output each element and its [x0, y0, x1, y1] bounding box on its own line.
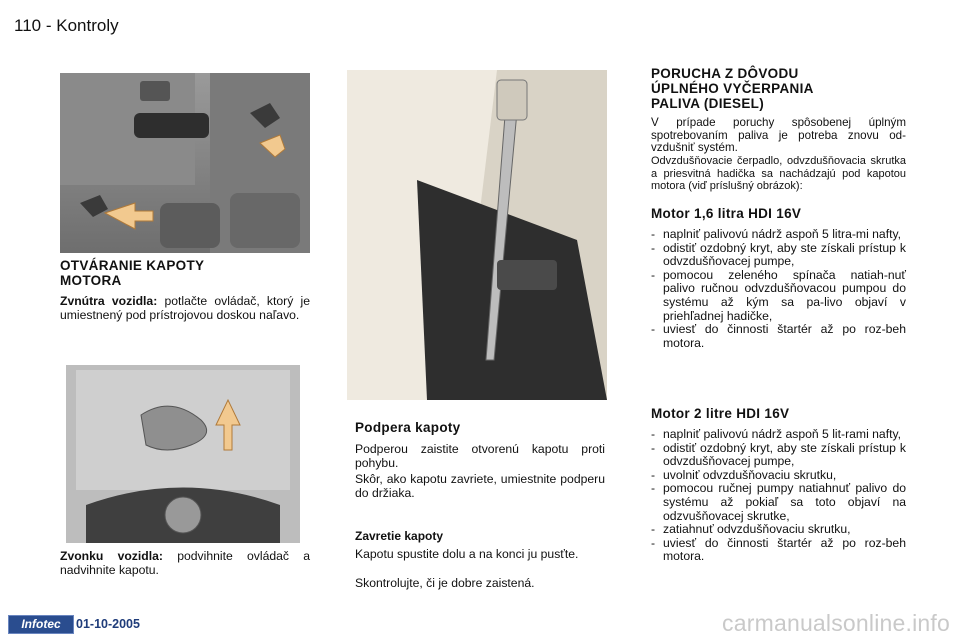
outside-text: podvihnite ovládač a nadvihnite kapotu. [60, 549, 311, 577]
page-number: 110 [14, 16, 42, 35]
bonnet-opening-heading [60, 258, 310, 288]
footer-date: 01-10-2005 [76, 617, 140, 631]
fuel-intro-1: V prípade poruchy spôsobenej úplným spotrebovaním paliva je potreba znovu od-vzdušniť systém. [651, 116, 906, 154]
list-item: - pomocou zeleného spínača natiah-nuť palivo ručnou odvzdušňovacou pumpou do systému až kým sa pa-livo objaví v priehľadnej hadičke, [651, 269, 906, 323]
list-item: - uviesť do činnosti štartér až po roz-beh motora. [651, 323, 906, 350]
list-item: - uvolniť odvzdušňovaciu skrutku, [651, 469, 906, 483]
bonnet-prop-photo [347, 70, 607, 400]
heading-line: ÚPLNÉHO VYČERPANIA [651, 81, 814, 96]
inside-instruction [60, 294, 310, 322]
motor1-heading: Motor 1,6 litra HDI 16V [651, 206, 802, 221]
prop-para-1: Podperou zaistite otvorenú kapotu proti pohybu. [355, 442, 605, 470]
outside-label: Zvonku vozidla: [60, 549, 163, 563]
list-item: - pomocou ručnej pumpy natiahnuť palivo do systému až pokiaľ sa toto objaví na odzvušňovacej skrutke, [651, 482, 906, 523]
list-item: - naplniť palivovú nádrž aspoň 5 lit-rami nafty, [651, 428, 906, 442]
close-para-1: Kapotu spustite dolu a na konci ju pusťte. [355, 547, 579, 561]
inside-text: potlačte ovládač, ktorý je umiestnený pod prístrojovou doskou naľavo. [60, 294, 311, 322]
heading-line: PORUCHA Z DÔVODU [651, 66, 799, 81]
header-separator: - [45, 16, 52, 35]
heading-line: OTVÁRANIE KAPOTY [60, 258, 205, 273]
motor1-steps [651, 228, 906, 350]
watermark: carmanualsonline.info [722, 610, 950, 636]
outside-instruction [60, 549, 310, 577]
heading-line: MOTORA [60, 273, 122, 288]
inside-label: Zvnútra vozidla: [60, 294, 158, 308]
interior-release-photo [60, 73, 310, 253]
motor2-steps [651, 428, 906, 564]
list-item: - naplniť palivovú nádrž aspoň 5 litra-mi nafty, [651, 228, 906, 242]
page-header [14, 16, 119, 36]
list-item: - uviesť do činnosti štartér až po roz-beh motora. [651, 537, 906, 564]
closing-heading: Zavretie kapoty [355, 529, 444, 543]
motor2-heading: Motor 2 litre HDI 16V [651, 406, 790, 421]
close-para-2: Skontrolujte, či je dobre zaistená. [355, 576, 535, 590]
prop-para-2: Skôr, ako kapotu zavriete, umiestnite podperu do držiaka. [355, 472, 605, 500]
list-item: - odistiť ozdobný kryt, aby ste získali prístup k odvzdušňovacej pumpe, [651, 442, 906, 469]
list-item: - zatiahnuť odvzdušňovaciu skrutku, [651, 523, 906, 537]
exterior-release-photo [66, 365, 300, 543]
infotec-badge: Infotec [8, 615, 74, 634]
list-item: - odistiť ozdobný kryt, aby ste získali prístup k odvzdušňovacej pumpe, [651, 242, 906, 269]
fuel-failure-heading [651, 66, 906, 111]
page-title: Kontroly [56, 16, 119, 35]
prop-heading: Podpera kapoty [355, 420, 461, 435]
heading-line: PALIVA (DIESEL) [651, 96, 765, 111]
fuel-intro-2: Odvzdušňovacie čerpadlo, odvzdušňovacia skrutka a priesvitná hadička sa nachádzajú pod kapotou motora (viď príslušný obrázok): [651, 155, 906, 192]
